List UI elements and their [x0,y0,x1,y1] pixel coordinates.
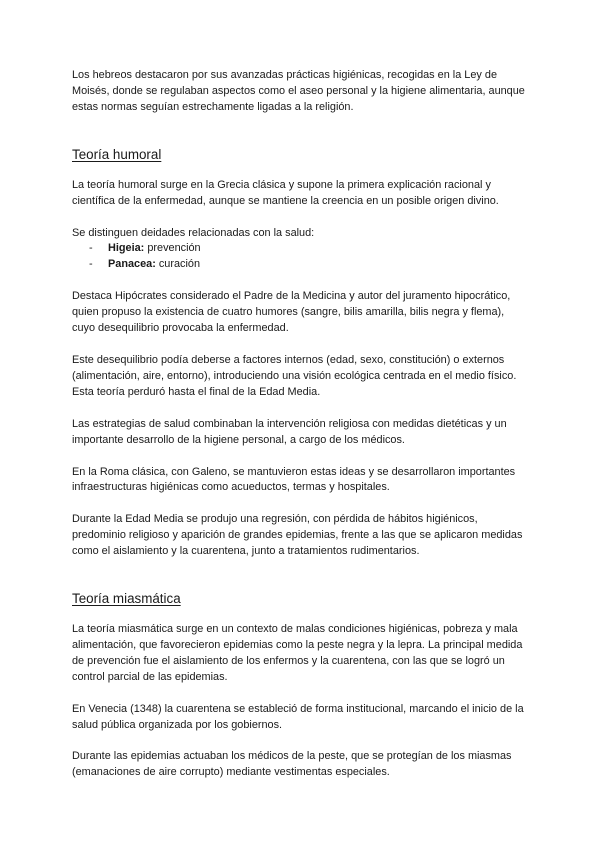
humoral-paragraph-1: La teoría humoral surge en la Grecia clásica y supone la primera explicación racional y científica de la enfermedad, aunque se mantiene la creencia en un posible origen divino. [72,178,499,207]
deities-list [72,241,528,273]
miasmatica-paragraph-3: Durante las epidemias actuaban los médicos de la peste, que se protegían de los miasmas (emanaciones de aire corrupto) mediante vestimentas especiales. [72,750,512,779]
deity-name: Higeia: [108,242,145,255]
humoral-paragraph-2: Se distinguen deidades relacionadas con la salud: [72,226,315,239]
humoral-paragraph-6: En la Roma clásica, con Galeno, se mantuvieron estas ideas y se desarrollaron importantes infraestructuras higiénicas como acueductos, termas y hospitales. [72,465,516,494]
humoral-paragraph-3: Destaca Hipócrates considerado el Padre de la Medicina y autor del juramento hipocrático, quien propuso la existencia de cuatro humores (sangre, bilis amarilla, bilis negra y flema), cuyo desequilibrio provocaba la enfermedad. [72,290,511,335]
list-dash: - [89,258,93,271]
humoral-paragraph-5: Las estrategias de salud combinaban la intervención religiosa con medidas dietéticas y un importante desarrollo de la higiene personal, a cargo de los médicos. [72,417,507,446]
humoral-paragraph-4: Este desequilibrio podía deberse a factores internos (edad, sexo, constitución) o externos (alimentación, aire, entorno), introduciendo una visión ecológica centrada en el medio físico. Esta teoría perduró hasta el final de la Edad Media. [72,353,517,398]
humoral-paragraph-7: Durante la Edad Media se produjo una regresión, con pérdida de hábitos higiénicos, predominio religioso y aparición de grandes epidemias, frente a las que se aplicaron medidas como el aislamiento y la cuarentena, junto a tratamientos rudimentarios. [72,513,523,558]
section-heading-teoria-miasmatica: Teoría miasmática [72,591,181,607]
miasmatica-paragraph-1: La teoría miasmática surge en un contexto de malas condiciones higiénicas, pobreza y mala alimentación, que favorecieron epidemias como la peste negra y la lepra. La principal medida de prevención fue el aislamiento de los enfermos y la cuarentena, con las que se logró un control parcial de las epidemias. [72,623,523,683]
list-dash: - [89,242,93,255]
miasmatica-paragraph-2: En Venecia (1348) la cuarentena se estableció de forma institucional, marcando el inicio de la salud pública organizada por los gobiernos. [72,702,524,731]
section-heading-teoria-humoral: Teoría humoral [72,146,162,162]
deity-name: Panacea: [108,258,156,271]
deity-role: curación [155,258,201,271]
list-item [89,241,528,257]
list-item [89,257,528,273]
intro-paragraph: Los hebreos destacaron por sus avanzadas prácticas higiénicas, recogidas en la Ley de Moisés, donde se regulaban aspectos como el aseo personal y la higiene alimentaria, aunque estas normas seguían estrechamente ligadas a la religión. [72,69,525,113]
deity-role: prevención [144,242,201,255]
